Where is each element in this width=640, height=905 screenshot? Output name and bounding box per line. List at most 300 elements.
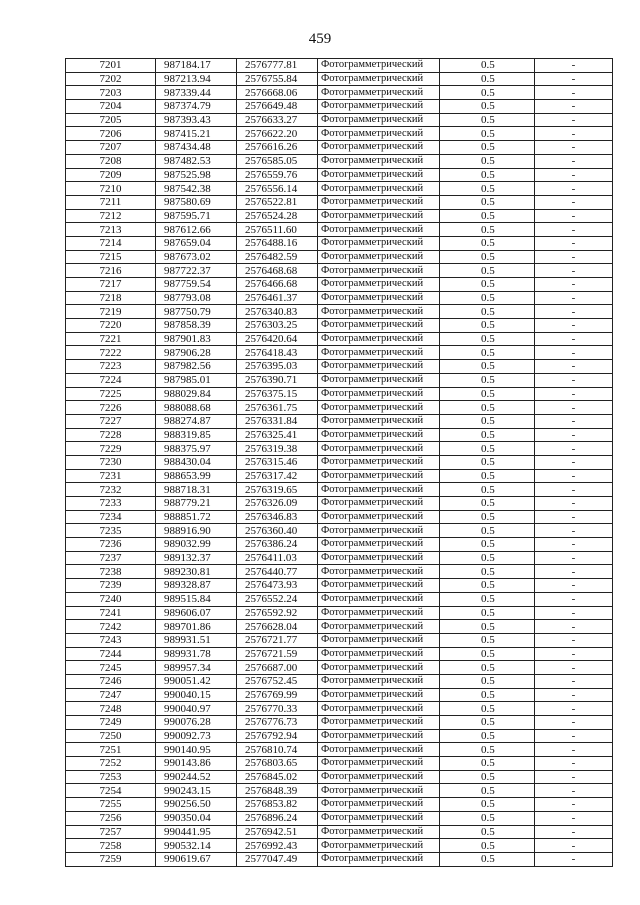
y-coordinate-cell: 2576668.06 (237, 86, 318, 100)
point-number-cell: 7216 (66, 264, 156, 278)
note-cell: - (535, 674, 613, 688)
y-coordinate-cell: 2576803.65 (237, 757, 318, 771)
point-number-cell: 7212 (66, 209, 156, 223)
point-number-cell: 7205 (66, 113, 156, 127)
accuracy-cell: 0.5 (440, 592, 535, 606)
x-coordinate-cell: 987580.69 (156, 195, 237, 209)
y-coordinate-cell: 2576482.59 (237, 250, 318, 264)
x-coordinate-cell: 988653.99 (156, 469, 237, 483)
x-coordinate-cell: 988779.21 (156, 497, 237, 511)
y-coordinate-cell: 2576770.33 (237, 702, 318, 716)
table-row (66, 729, 613, 743)
method-cell: Фотограмметрический (318, 716, 440, 730)
accuracy-cell: 0.5 (440, 497, 535, 511)
y-coordinate-cell: 2576992.43 (237, 839, 318, 853)
point-number-cell: 7203 (66, 86, 156, 100)
point-number-cell: 7258 (66, 839, 156, 853)
table-row (66, 86, 613, 100)
table-row (66, 250, 613, 264)
y-coordinate-cell: 2576559.76 (237, 168, 318, 182)
note-cell: - (535, 373, 613, 387)
method-cell: Фотограмметрический (318, 373, 440, 387)
method-cell: Фотограмметрический (318, 661, 440, 675)
accuracy-cell: 0.5 (440, 305, 535, 319)
table-row (66, 401, 613, 415)
y-coordinate-cell: 2576792.94 (237, 729, 318, 743)
table-row (66, 278, 613, 292)
coordinates-table-container (65, 58, 612, 867)
y-coordinate-cell: 2576473.93 (237, 579, 318, 593)
x-coordinate-cell: 987612.66 (156, 223, 237, 237)
table-row (66, 455, 613, 469)
method-cell: Фотограмметрический (318, 278, 440, 292)
table-row (66, 113, 613, 127)
note-cell: - (535, 743, 613, 757)
table-row (66, 784, 613, 798)
point-number-cell: 7248 (66, 702, 156, 716)
point-number-cell: 7230 (66, 455, 156, 469)
method-cell: Фотограмметрический (318, 182, 440, 196)
y-coordinate-cell: 2576411.03 (237, 551, 318, 565)
note-cell: - (535, 360, 613, 374)
x-coordinate-cell: 987982.56 (156, 360, 237, 374)
y-coordinate-cell: 2576622.20 (237, 127, 318, 141)
note-cell: - (535, 757, 613, 771)
point-number-cell: 7235 (66, 524, 156, 538)
x-coordinate-cell: 987393.43 (156, 113, 237, 127)
accuracy-cell: 0.5 (440, 100, 535, 114)
x-coordinate-cell: 987793.08 (156, 291, 237, 305)
note-cell: - (535, 592, 613, 606)
table-row (66, 702, 613, 716)
accuracy-cell: 0.5 (440, 579, 535, 593)
point-number-cell: 7244 (66, 647, 156, 661)
x-coordinate-cell: 989328.87 (156, 579, 237, 593)
y-coordinate-cell: 2576853.82 (237, 798, 318, 812)
note-cell: - (535, 319, 613, 333)
note-cell: - (535, 565, 613, 579)
x-coordinate-cell: 987339.44 (156, 86, 237, 100)
method-cell: Фотограмметрический (318, 606, 440, 620)
y-coordinate-cell: 2576616.26 (237, 141, 318, 155)
y-coordinate-cell: 2576466.68 (237, 278, 318, 292)
table-row (66, 100, 613, 114)
table-row (66, 332, 613, 346)
accuracy-cell: 0.5 (440, 360, 535, 374)
accuracy-cell: 0.5 (440, 565, 535, 579)
point-number-cell: 7255 (66, 798, 156, 812)
table-row (66, 647, 613, 661)
x-coordinate-cell: 990092.73 (156, 729, 237, 743)
point-number-cell: 7247 (66, 688, 156, 702)
point-number-cell: 7201 (66, 59, 156, 73)
table-row (66, 373, 613, 387)
note-cell: - (535, 428, 613, 442)
table-row (66, 798, 613, 812)
note-cell: - (535, 852, 613, 866)
y-coordinate-cell: 2576721.77 (237, 633, 318, 647)
y-coordinate-cell: 2576461.37 (237, 291, 318, 305)
y-coordinate-cell: 2576319.38 (237, 442, 318, 456)
accuracy-cell: 0.5 (440, 59, 535, 73)
accuracy-cell: 0.5 (440, 825, 535, 839)
table-row (66, 839, 613, 853)
note-cell: - (535, 661, 613, 675)
x-coordinate-cell: 989032.99 (156, 538, 237, 552)
coordinates-table (65, 58, 613, 867)
accuracy-cell: 0.5 (440, 195, 535, 209)
table-row (66, 743, 613, 757)
table-row (66, 620, 613, 634)
y-coordinate-cell: 2576721.59 (237, 647, 318, 661)
table-row (66, 811, 613, 825)
note-cell: - (535, 387, 613, 401)
y-coordinate-cell: 2576361.75 (237, 401, 318, 415)
accuracy-cell: 0.5 (440, 633, 535, 647)
accuracy-cell: 0.5 (440, 278, 535, 292)
table-row (66, 291, 613, 305)
accuracy-cell: 0.5 (440, 127, 535, 141)
note-cell: - (535, 633, 613, 647)
point-number-cell: 7242 (66, 620, 156, 634)
y-coordinate-cell: 2576360.40 (237, 524, 318, 538)
method-cell: Фотограмметрический (318, 141, 440, 155)
table-row (66, 483, 613, 497)
note-cell: - (535, 209, 613, 223)
point-number-cell: 7232 (66, 483, 156, 497)
x-coordinate-cell: 987750.79 (156, 305, 237, 319)
x-coordinate-cell: 988916.90 (156, 524, 237, 538)
note-cell: - (535, 839, 613, 853)
x-coordinate-cell: 987858.39 (156, 319, 237, 333)
y-coordinate-cell: 2576776.73 (237, 716, 318, 730)
method-cell: Фотограмметрический (318, 346, 440, 360)
method-cell: Фотограмметрический (318, 223, 440, 237)
accuracy-cell: 0.5 (440, 661, 535, 675)
method-cell: Фотограмметрический (318, 59, 440, 73)
note-cell: - (535, 72, 613, 86)
x-coordinate-cell: 987906.28 (156, 346, 237, 360)
accuracy-cell: 0.5 (440, 428, 535, 442)
table-row (66, 195, 613, 209)
accuracy-cell: 0.5 (440, 510, 535, 524)
point-number-cell: 7210 (66, 182, 156, 196)
method-cell: Фотограмметрический (318, 497, 440, 511)
note-cell: - (535, 784, 613, 798)
point-number-cell: 7214 (66, 236, 156, 250)
note-cell: - (535, 250, 613, 264)
note-cell: - (535, 483, 613, 497)
x-coordinate-cell: 987659.04 (156, 236, 237, 250)
y-coordinate-cell: 2576755.84 (237, 72, 318, 86)
method-cell: Фотограмметрический (318, 195, 440, 209)
table-row (66, 305, 613, 319)
x-coordinate-cell: 987722.37 (156, 264, 237, 278)
table-row (66, 510, 613, 524)
accuracy-cell: 0.5 (440, 743, 535, 757)
accuracy-cell: 0.5 (440, 154, 535, 168)
method-cell: Фотограмметрический (318, 688, 440, 702)
table-row (66, 182, 613, 196)
x-coordinate-cell: 987542.38 (156, 182, 237, 196)
accuracy-cell: 0.5 (440, 72, 535, 86)
accuracy-cell: 0.5 (440, 319, 535, 333)
note-cell: - (535, 154, 613, 168)
point-number-cell: 7207 (66, 141, 156, 155)
accuracy-cell: 0.5 (440, 291, 535, 305)
method-cell: Фотограмметрический (318, 579, 440, 593)
table-row (66, 442, 613, 456)
method-cell: Фотограмметрический (318, 825, 440, 839)
table-row (66, 592, 613, 606)
method-cell: Фотограмметрический (318, 565, 440, 579)
method-cell: Фотограмметрический (318, 551, 440, 565)
table-row (66, 223, 613, 237)
table-row (66, 579, 613, 593)
note-cell: - (535, 236, 613, 250)
y-coordinate-cell: 2576331.84 (237, 414, 318, 428)
y-coordinate-cell: 2576649.48 (237, 100, 318, 114)
note-cell: - (535, 195, 613, 209)
point-number-cell: 7246 (66, 674, 156, 688)
y-coordinate-cell: 2576592.92 (237, 606, 318, 620)
table-row (66, 716, 613, 730)
accuracy-cell: 0.5 (440, 387, 535, 401)
point-number-cell: 7249 (66, 716, 156, 730)
x-coordinate-cell: 987759.54 (156, 278, 237, 292)
x-coordinate-cell: 990244.52 (156, 770, 237, 784)
method-cell: Фотограмметрический (318, 127, 440, 141)
accuracy-cell: 0.5 (440, 606, 535, 620)
method-cell: Фотограмметрический (318, 100, 440, 114)
accuracy-cell: 0.5 (440, 784, 535, 798)
x-coordinate-cell: 988029.84 (156, 387, 237, 401)
table-body (66, 59, 613, 867)
x-coordinate-cell: 990051.42 (156, 674, 237, 688)
accuracy-cell: 0.5 (440, 674, 535, 688)
note-cell: - (535, 620, 613, 634)
y-coordinate-cell: 2576524.28 (237, 209, 318, 223)
y-coordinate-cell: 2576585.05 (237, 154, 318, 168)
note-cell: - (535, 770, 613, 784)
x-coordinate-cell: 988851.72 (156, 510, 237, 524)
y-coordinate-cell: 2576810.74 (237, 743, 318, 757)
table-row (66, 236, 613, 250)
method-cell: Фотограмметрический (318, 729, 440, 743)
note-cell: - (535, 798, 613, 812)
y-coordinate-cell: 2576488.16 (237, 236, 318, 250)
x-coordinate-cell: 990140.95 (156, 743, 237, 757)
accuracy-cell: 0.5 (440, 524, 535, 538)
accuracy-cell: 0.5 (440, 716, 535, 730)
point-number-cell: 7224 (66, 373, 156, 387)
point-number-cell: 7238 (66, 565, 156, 579)
table-row (66, 414, 613, 428)
table-row (66, 59, 613, 73)
note-cell: - (535, 332, 613, 346)
note-cell: - (535, 551, 613, 565)
x-coordinate-cell: 988375.97 (156, 442, 237, 456)
accuracy-cell: 0.5 (440, 141, 535, 155)
table-row (66, 141, 613, 155)
y-coordinate-cell: 2576522.81 (237, 195, 318, 209)
x-coordinate-cell: 987673.02 (156, 250, 237, 264)
note-cell: - (535, 811, 613, 825)
point-number-cell: 7229 (66, 442, 156, 456)
x-coordinate-cell: 987901.83 (156, 332, 237, 346)
table-row (66, 852, 613, 866)
x-coordinate-cell: 990040.15 (156, 688, 237, 702)
accuracy-cell: 0.5 (440, 250, 535, 264)
point-number-cell: 7251 (66, 743, 156, 757)
point-number-cell: 7254 (66, 784, 156, 798)
y-coordinate-cell: 2576440.77 (237, 565, 318, 579)
x-coordinate-cell: 990143.86 (156, 757, 237, 771)
note-cell: - (535, 442, 613, 456)
point-number-cell: 7215 (66, 250, 156, 264)
point-number-cell: 7237 (66, 551, 156, 565)
accuracy-cell: 0.5 (440, 442, 535, 456)
point-number-cell: 7228 (66, 428, 156, 442)
y-coordinate-cell: 2576317.42 (237, 469, 318, 483)
point-number-cell: 7245 (66, 661, 156, 675)
table-row (66, 688, 613, 702)
point-number-cell: 7231 (66, 469, 156, 483)
accuracy-cell: 0.5 (440, 770, 535, 784)
table-row (66, 606, 613, 620)
note-cell: - (535, 305, 613, 319)
method-cell: Фотограмметрический (318, 524, 440, 538)
method-cell: Фотограмметрический (318, 811, 440, 825)
note-cell: - (535, 497, 613, 511)
method-cell: Фотограмметрический (318, 332, 440, 346)
table-row (66, 387, 613, 401)
method-cell: Фотограмметрический (318, 291, 440, 305)
y-coordinate-cell: 2576942.51 (237, 825, 318, 839)
x-coordinate-cell: 987415.21 (156, 127, 237, 141)
point-number-cell: 7220 (66, 319, 156, 333)
note-cell: - (535, 538, 613, 552)
method-cell: Фотограмметрический (318, 483, 440, 497)
note-cell: - (535, 278, 613, 292)
note-cell: - (535, 647, 613, 661)
method-cell: Фотограмметрический (318, 264, 440, 278)
note-cell: - (535, 579, 613, 593)
method-cell: Фотограмметрический (318, 319, 440, 333)
point-number-cell: 7222 (66, 346, 156, 360)
point-number-cell: 7219 (66, 305, 156, 319)
table-row (66, 360, 613, 374)
note-cell: - (535, 223, 613, 237)
y-coordinate-cell: 2576752.45 (237, 674, 318, 688)
accuracy-cell: 0.5 (440, 182, 535, 196)
point-number-cell: 7233 (66, 497, 156, 511)
accuracy-cell: 0.5 (440, 264, 535, 278)
method-cell: Фотограмметрический (318, 798, 440, 812)
accuracy-cell: 0.5 (440, 702, 535, 716)
accuracy-cell: 0.5 (440, 757, 535, 771)
x-coordinate-cell: 990040.97 (156, 702, 237, 716)
y-coordinate-cell: 2576769.99 (237, 688, 318, 702)
y-coordinate-cell: 2576845.02 (237, 770, 318, 784)
note-cell: - (535, 702, 613, 716)
method-cell: Фотограмметрический (318, 305, 440, 319)
x-coordinate-cell: 988718.31 (156, 483, 237, 497)
x-coordinate-cell: 990256.50 (156, 798, 237, 812)
method-cell: Фотограмметрический (318, 401, 440, 415)
table-row (66, 154, 613, 168)
accuracy-cell: 0.5 (440, 798, 535, 812)
point-number-cell: 7211 (66, 195, 156, 209)
accuracy-cell: 0.5 (440, 332, 535, 346)
y-coordinate-cell: 2576556.14 (237, 182, 318, 196)
method-cell: Фотограмметрический (318, 250, 440, 264)
table-row (66, 757, 613, 771)
table-row (66, 319, 613, 333)
accuracy-cell: 0.5 (440, 688, 535, 702)
y-coordinate-cell: 2576303.25 (237, 319, 318, 333)
point-number-cell: 7221 (66, 332, 156, 346)
y-coordinate-cell: 2576552.24 (237, 592, 318, 606)
table-row (66, 209, 613, 223)
method-cell: Фотограмметрический (318, 620, 440, 634)
accuracy-cell: 0.5 (440, 401, 535, 415)
point-number-cell: 7226 (66, 401, 156, 415)
note-cell: - (535, 716, 613, 730)
method-cell: Фотограмметрический (318, 168, 440, 182)
y-coordinate-cell: 2576418.43 (237, 346, 318, 360)
x-coordinate-cell: 990441.95 (156, 825, 237, 839)
note-cell: - (535, 524, 613, 538)
accuracy-cell: 0.5 (440, 113, 535, 127)
y-coordinate-cell: 2576390.71 (237, 373, 318, 387)
y-coordinate-cell: 2576325.41 (237, 428, 318, 442)
x-coordinate-cell: 989515.84 (156, 592, 237, 606)
y-coordinate-cell: 2576896.24 (237, 811, 318, 825)
y-coordinate-cell: 2576468.68 (237, 264, 318, 278)
note-cell: - (535, 113, 613, 127)
accuracy-cell: 0.5 (440, 469, 535, 483)
point-number-cell: 7209 (66, 168, 156, 182)
method-cell: Фотограмметрический (318, 209, 440, 223)
method-cell: Фотограмметрический (318, 538, 440, 552)
method-cell: Фотограмметрический (318, 428, 440, 442)
note-cell: - (535, 100, 613, 114)
x-coordinate-cell: 989931.51 (156, 633, 237, 647)
table-row (66, 127, 613, 141)
y-coordinate-cell: 2576777.81 (237, 59, 318, 73)
y-coordinate-cell: 2576848.39 (237, 784, 318, 798)
accuracy-cell: 0.5 (440, 414, 535, 428)
accuracy-cell: 0.5 (440, 839, 535, 853)
accuracy-cell: 0.5 (440, 729, 535, 743)
note-cell: - (535, 141, 613, 155)
x-coordinate-cell: 989701.86 (156, 620, 237, 634)
accuracy-cell: 0.5 (440, 86, 535, 100)
point-number-cell: 7259 (66, 852, 156, 866)
table-row (66, 346, 613, 360)
note-cell: - (535, 291, 613, 305)
note-cell: - (535, 414, 613, 428)
x-coordinate-cell: 990076.28 (156, 716, 237, 730)
point-number-cell: 7208 (66, 154, 156, 168)
method-cell: Фотограмметрический (318, 757, 440, 771)
accuracy-cell: 0.5 (440, 168, 535, 182)
note-cell: - (535, 86, 613, 100)
point-number-cell: 7236 (66, 538, 156, 552)
method-cell: Фотограмметрический (318, 702, 440, 716)
y-coordinate-cell: 2576375.15 (237, 387, 318, 401)
